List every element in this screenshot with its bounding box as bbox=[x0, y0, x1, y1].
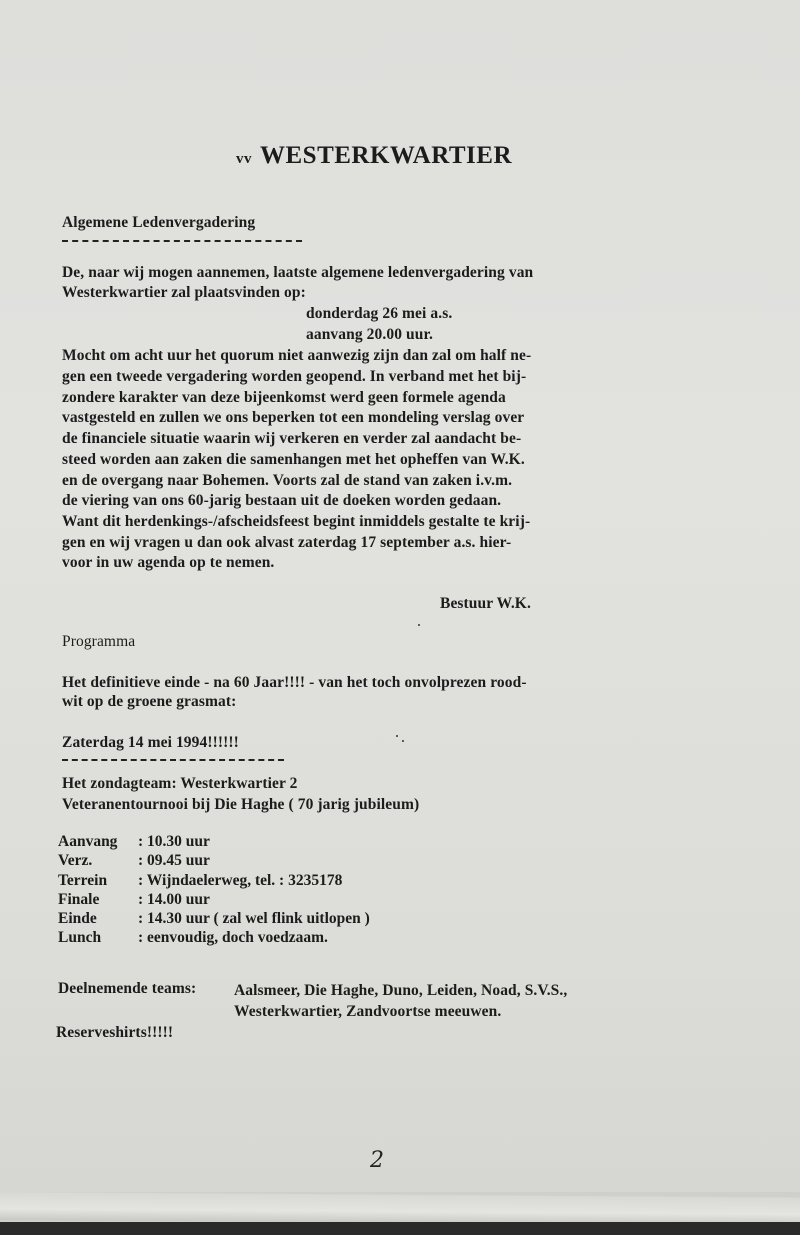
ink-speck bbox=[396, 735, 398, 737]
detail-row-final bbox=[58, 890, 370, 909]
club-name: WESTERKWARTIER bbox=[260, 142, 513, 169]
detail-label: Verz. bbox=[58, 852, 93, 870]
paragraph-line: de financiele situatie waarin wij verkeren en verder zal aandacht be- bbox=[62, 430, 522, 447]
detail-value: : 10.30 uur bbox=[138, 833, 210, 850]
meeting-date: donderdag 26 mei a.s. bbox=[306, 305, 453, 322]
detail-row-start bbox=[58, 832, 370, 851]
detail-label: Lunch bbox=[58, 929, 102, 947]
detail-value: : 14.30 uur ( zal wel flink uitlopen ) bbox=[138, 910, 370, 928]
paragraph-line: gen en wij vragen u dan ook alvast zaterdag 17 september a.s. hier- bbox=[62, 534, 512, 551]
detail-label: Terrein bbox=[58, 871, 108, 889]
signature: Bestuur W.K. bbox=[440, 595, 531, 612]
event-line-tournament: Veteranentournooi bij Die Haghe ( 70 jarig jubileum) bbox=[62, 796, 420, 813]
paragraph-line: Mocht om acht uur het quorum niet aanwezig zijn dan zal om half ne- bbox=[62, 347, 532, 364]
date-underline bbox=[62, 759, 284, 761]
paragraph-line: Want dit herdenkings-/afscheidsfeest begint inmiddels gestalte te krij- bbox=[62, 513, 531, 530]
paragraph-line: en de overgang naar Bohemen. Voorts zal de stand van zaken i.v.m. bbox=[62, 472, 513, 489]
detail-label: Aanvang bbox=[58, 833, 118, 850]
detail-row-end bbox=[58, 909, 370, 928]
detail-row-gather bbox=[58, 851, 370, 870]
section-heading-program: Programma bbox=[62, 633, 136, 650]
paragraph-line: de viering van ons 60-jarig bestaan uit de doeken worden gedaan. bbox=[62, 492, 502, 509]
event-details-list bbox=[58, 832, 370, 948]
event-line-team: Het zondagteam: Westerkwartier 2 bbox=[62, 775, 298, 792]
teams-line-1: Aalsmeer, Die Haghe, Duno, Leiden, Noad, S.V.S., bbox=[234, 982, 568, 999]
section-heading-meeting: Algemene Ledenvergadering bbox=[62, 214, 256, 231]
page-number: 2 bbox=[370, 1148, 384, 1173]
meeting-time: aanvang 20.00 uur. bbox=[306, 326, 433, 343]
paper-bottom-edge bbox=[0, 1192, 800, 1226]
paragraph-line: voor in uw agenda op te nemen. bbox=[62, 554, 275, 571]
detail-row-venue bbox=[58, 871, 370, 890]
teams-label: Deelnemende teams: bbox=[58, 980, 197, 997]
background-surface bbox=[0, 1222, 800, 1235]
detail-value: : 09.45 uur bbox=[138, 852, 210, 870]
detail-value: : eenvoudig, doch voedzaam. bbox=[138, 929, 328, 947]
detail-value: : Wijndaelerweg, tel. : 3235178 bbox=[138, 871, 343, 889]
reserve-shirts-note: Reserveshirts!!!!! bbox=[56, 1024, 174, 1041]
program-date-heading: Zaterdag 14 mei 1994!!!!!! bbox=[62, 734, 239, 751]
detail-label: Einde bbox=[58, 910, 97, 928]
teams-line-2: Westerkwartier, Zandvoortse meeuwen. bbox=[234, 1003, 502, 1020]
program-intro-line-2: wit op de groene grasmat: bbox=[62, 693, 237, 710]
ink-speck bbox=[402, 740, 404, 742]
ink-speck bbox=[418, 624, 420, 626]
club-prefix: vv bbox=[236, 151, 252, 167]
intro-line-1: De, naar wij mogen aannemen, laatste algemene ledenvergadering van bbox=[62, 264, 534, 281]
heading-underline bbox=[62, 240, 302, 242]
intro-line-2: Westerkwartier zal plaatsvinden op: bbox=[62, 284, 306, 301]
paragraph-line: steed worden aan zaken die samenhangen met het opheffen van W.K. bbox=[62, 451, 525, 468]
program-intro-line-1: Het definitieve einde - na 60 Jaar!!!! - van het toch onvolprezen rood- bbox=[62, 674, 527, 691]
paragraph-line: zondere karakter van deze bijeenkomst werd geen formele agenda bbox=[62, 389, 506, 406]
document-title bbox=[236, 142, 512, 170]
detail-row-lunch bbox=[58, 928, 370, 947]
detail-value: : 14.00 uur bbox=[138, 890, 210, 908]
detail-label: Finale bbox=[58, 890, 100, 908]
paragraph-line: vastgesteld en zullen we ons beperken tot een mondeling verslag over bbox=[62, 409, 525, 426]
paragraph-line: gen een tweede vergadering worden geopend. In verband met het bij- bbox=[62, 368, 527, 385]
